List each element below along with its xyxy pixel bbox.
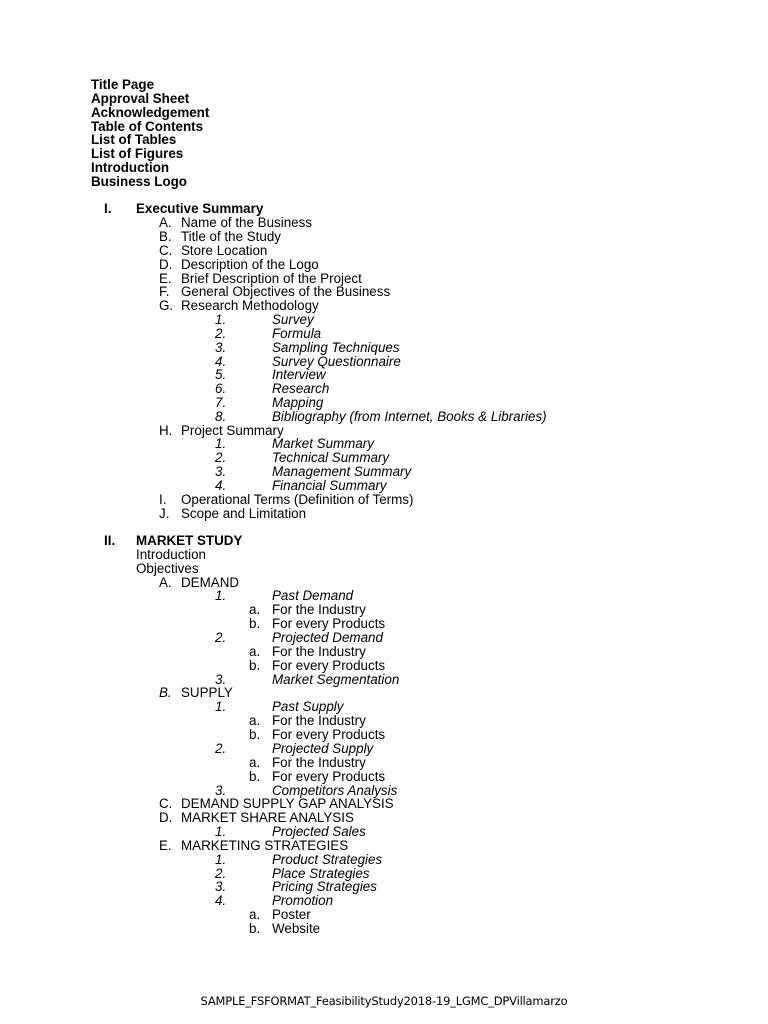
- subsubitem-text: For every Products: [272, 769, 386, 784]
- section-numeral: II.: [104, 533, 116, 548]
- item-letter: H.: [159, 423, 173, 438]
- page-footer: SAMPLE_FSFORMAT_FeasibilityStudy2018-19_LGMC_DPVillamarzo: [200, 994, 568, 1008]
- item-text: Name of the Business: [181, 215, 312, 230]
- subitem-text: Pricing Strategies: [272, 879, 377, 894]
- subitem-text: Past Supply: [272, 699, 344, 714]
- item-text: General Objectives of the Business: [181, 284, 391, 299]
- item-letter: B.: [159, 229, 172, 244]
- subitem-number: 2.: [215, 630, 227, 645]
- front-matter-item: Approval Sheet: [91, 91, 190, 106]
- subitem-number: 4.: [215, 893, 227, 908]
- section-title: MARKET STUDY: [136, 533, 243, 548]
- front-matter-item: Business Logo: [91, 174, 187, 189]
- subitem-text: Market Segmentation: [272, 672, 400, 687]
- subitem-text: Projected Supply: [272, 741, 374, 756]
- item-letter: A.: [159, 215, 172, 230]
- subitem-number: 2.: [215, 450, 227, 465]
- subitem-number: 4.: [215, 354, 227, 369]
- subsubitem-text: For the Industry: [272, 713, 366, 728]
- subitem-text: Market Summary: [272, 436, 374, 451]
- item-text: Brief Description of the Project: [181, 271, 362, 286]
- subsubitem-letter: b.: [249, 727, 261, 742]
- subitem-text: Bibliography (from Internet, Books & Libraries): [272, 409, 547, 424]
- subsubitem-text: Poster: [272, 907, 311, 922]
- subsubitem-text: For every Products: [272, 727, 386, 742]
- front-matter-item: List of Figures: [91, 146, 184, 161]
- item-text: Store Location: [181, 243, 268, 258]
- subsubitem-text: For the Industry: [272, 644, 366, 659]
- item-letter: G.: [159, 298, 174, 313]
- subitem-number: 3.: [215, 340, 227, 355]
- subsubitem-letter: b.: [249, 658, 261, 673]
- subsubitem-letter: a.: [249, 602, 261, 617]
- subsubitem-text: For every Products: [272, 658, 386, 673]
- item-letter: F.: [159, 284, 170, 299]
- item-letter: J.: [159, 506, 170, 521]
- subsubitem-letter: a.: [249, 644, 261, 659]
- item-letter: E.: [159, 838, 172, 853]
- subitem-text: Mapping: [272, 395, 324, 410]
- item-text: Description of the Logo: [181, 257, 319, 272]
- subitem-text: Interview: [272, 367, 326, 382]
- subitem-number: 3.: [215, 672, 227, 687]
- item-letter: I.: [159, 492, 167, 507]
- subitem-number: 4.: [215, 478, 227, 493]
- item-letter: C.: [159, 796, 173, 811]
- item-letter: D.: [159, 257, 173, 272]
- front-matter-item: List of Tables: [91, 132, 177, 147]
- subitem-number: 1.: [215, 312, 227, 327]
- subitem-text: Formula: [272, 326, 322, 341]
- front-matter-item: Introduction: [91, 160, 170, 175]
- section-title: Executive Summary: [136, 201, 264, 216]
- subsubitem-text: For every Products: [272, 616, 386, 631]
- subheading: Objectives: [136, 561, 199, 576]
- subsubitem-text: For the Industry: [272, 602, 366, 617]
- subitem-number: 5.: [215, 367, 227, 382]
- subitem-number: 7.: [215, 395, 227, 410]
- subitem-number: 3.: [215, 783, 227, 798]
- subitem-text: Technical Summary: [272, 450, 390, 465]
- subsubitem-letter: a.: [249, 907, 261, 922]
- item-letter: B.: [159, 685, 172, 700]
- section-numeral: I.: [104, 201, 112, 216]
- item-letter: A.: [159, 575, 172, 590]
- subsubitem-text: For the Industry: [272, 755, 366, 770]
- subitem-number: 1.: [215, 436, 227, 451]
- subitem-text: Management Summary: [272, 464, 412, 479]
- item-text: DEMAND: [181, 575, 240, 590]
- item-text: Project Summary: [181, 423, 284, 438]
- subitem-text: Financial Summary: [272, 478, 387, 493]
- item-text: DEMAND SUPPLY GAP ANALYSIS: [181, 796, 394, 811]
- subitem-number: 1.: [215, 699, 227, 714]
- item-text: MARKETING STRATEGIES: [181, 838, 349, 853]
- item-text: MARKET SHARE ANALYSIS: [181, 810, 354, 825]
- subsubitem-letter: b.: [249, 616, 261, 631]
- item-letter: E.: [159, 271, 172, 286]
- subitem-number: 1.: [215, 588, 227, 603]
- front-matter-item: Title Page: [91, 77, 155, 92]
- subitem-text: Survey: [272, 312, 314, 327]
- subsubitem-text: Website: [272, 921, 321, 936]
- item-letter: D.: [159, 810, 173, 825]
- front-matter-item: Acknowledgement: [91, 105, 210, 120]
- subitem-text: Projected Sales: [272, 824, 366, 839]
- item-text: Operational Terms (Definition of Terms): [181, 492, 414, 507]
- item-text: Scope and Limitation: [181, 506, 307, 521]
- subitem-number: 1.: [215, 852, 227, 867]
- subitem-number: 6.: [215, 381, 227, 396]
- subitem-text: Research: [272, 381, 330, 396]
- subitem-number: 1.: [215, 824, 227, 839]
- subsubitem-letter: a.: [249, 713, 261, 728]
- item-text: Research Methodology: [181, 298, 319, 313]
- subitem-text: Past Demand: [272, 588, 354, 603]
- item-text: SUPPLY: [181, 685, 233, 700]
- item-letter: C.: [159, 243, 173, 258]
- subitem-number: 3.: [215, 464, 227, 479]
- item-text: Title of the Study: [181, 229, 281, 244]
- subitem-number: 8.: [215, 409, 227, 424]
- subitem-number: 2.: [215, 741, 227, 756]
- subitem-text: Sampling Techniques: [272, 340, 400, 355]
- subheading: Introduction: [136, 547, 206, 562]
- subitem-number: 2.: [215, 866, 227, 881]
- subitem-text: Survey Questionnaire: [272, 354, 401, 369]
- subitem-number: 3.: [215, 879, 227, 894]
- subitem-number: 2.: [215, 326, 227, 341]
- subsubitem-letter: a.: [249, 755, 261, 770]
- subitem-text: Place Strategies: [272, 866, 370, 881]
- subitem-text: Product Strategies: [272, 852, 383, 867]
- subitem-text: Promotion: [272, 893, 334, 908]
- subitem-text: Projected Demand: [272, 630, 383, 645]
- subsubitem-letter: b.: [249, 769, 261, 784]
- front-matter-item: Table of Contents: [91, 119, 204, 134]
- subsubitem-letter: b.: [249, 921, 261, 936]
- subitem-text: Competitors Analysis: [272, 783, 398, 798]
